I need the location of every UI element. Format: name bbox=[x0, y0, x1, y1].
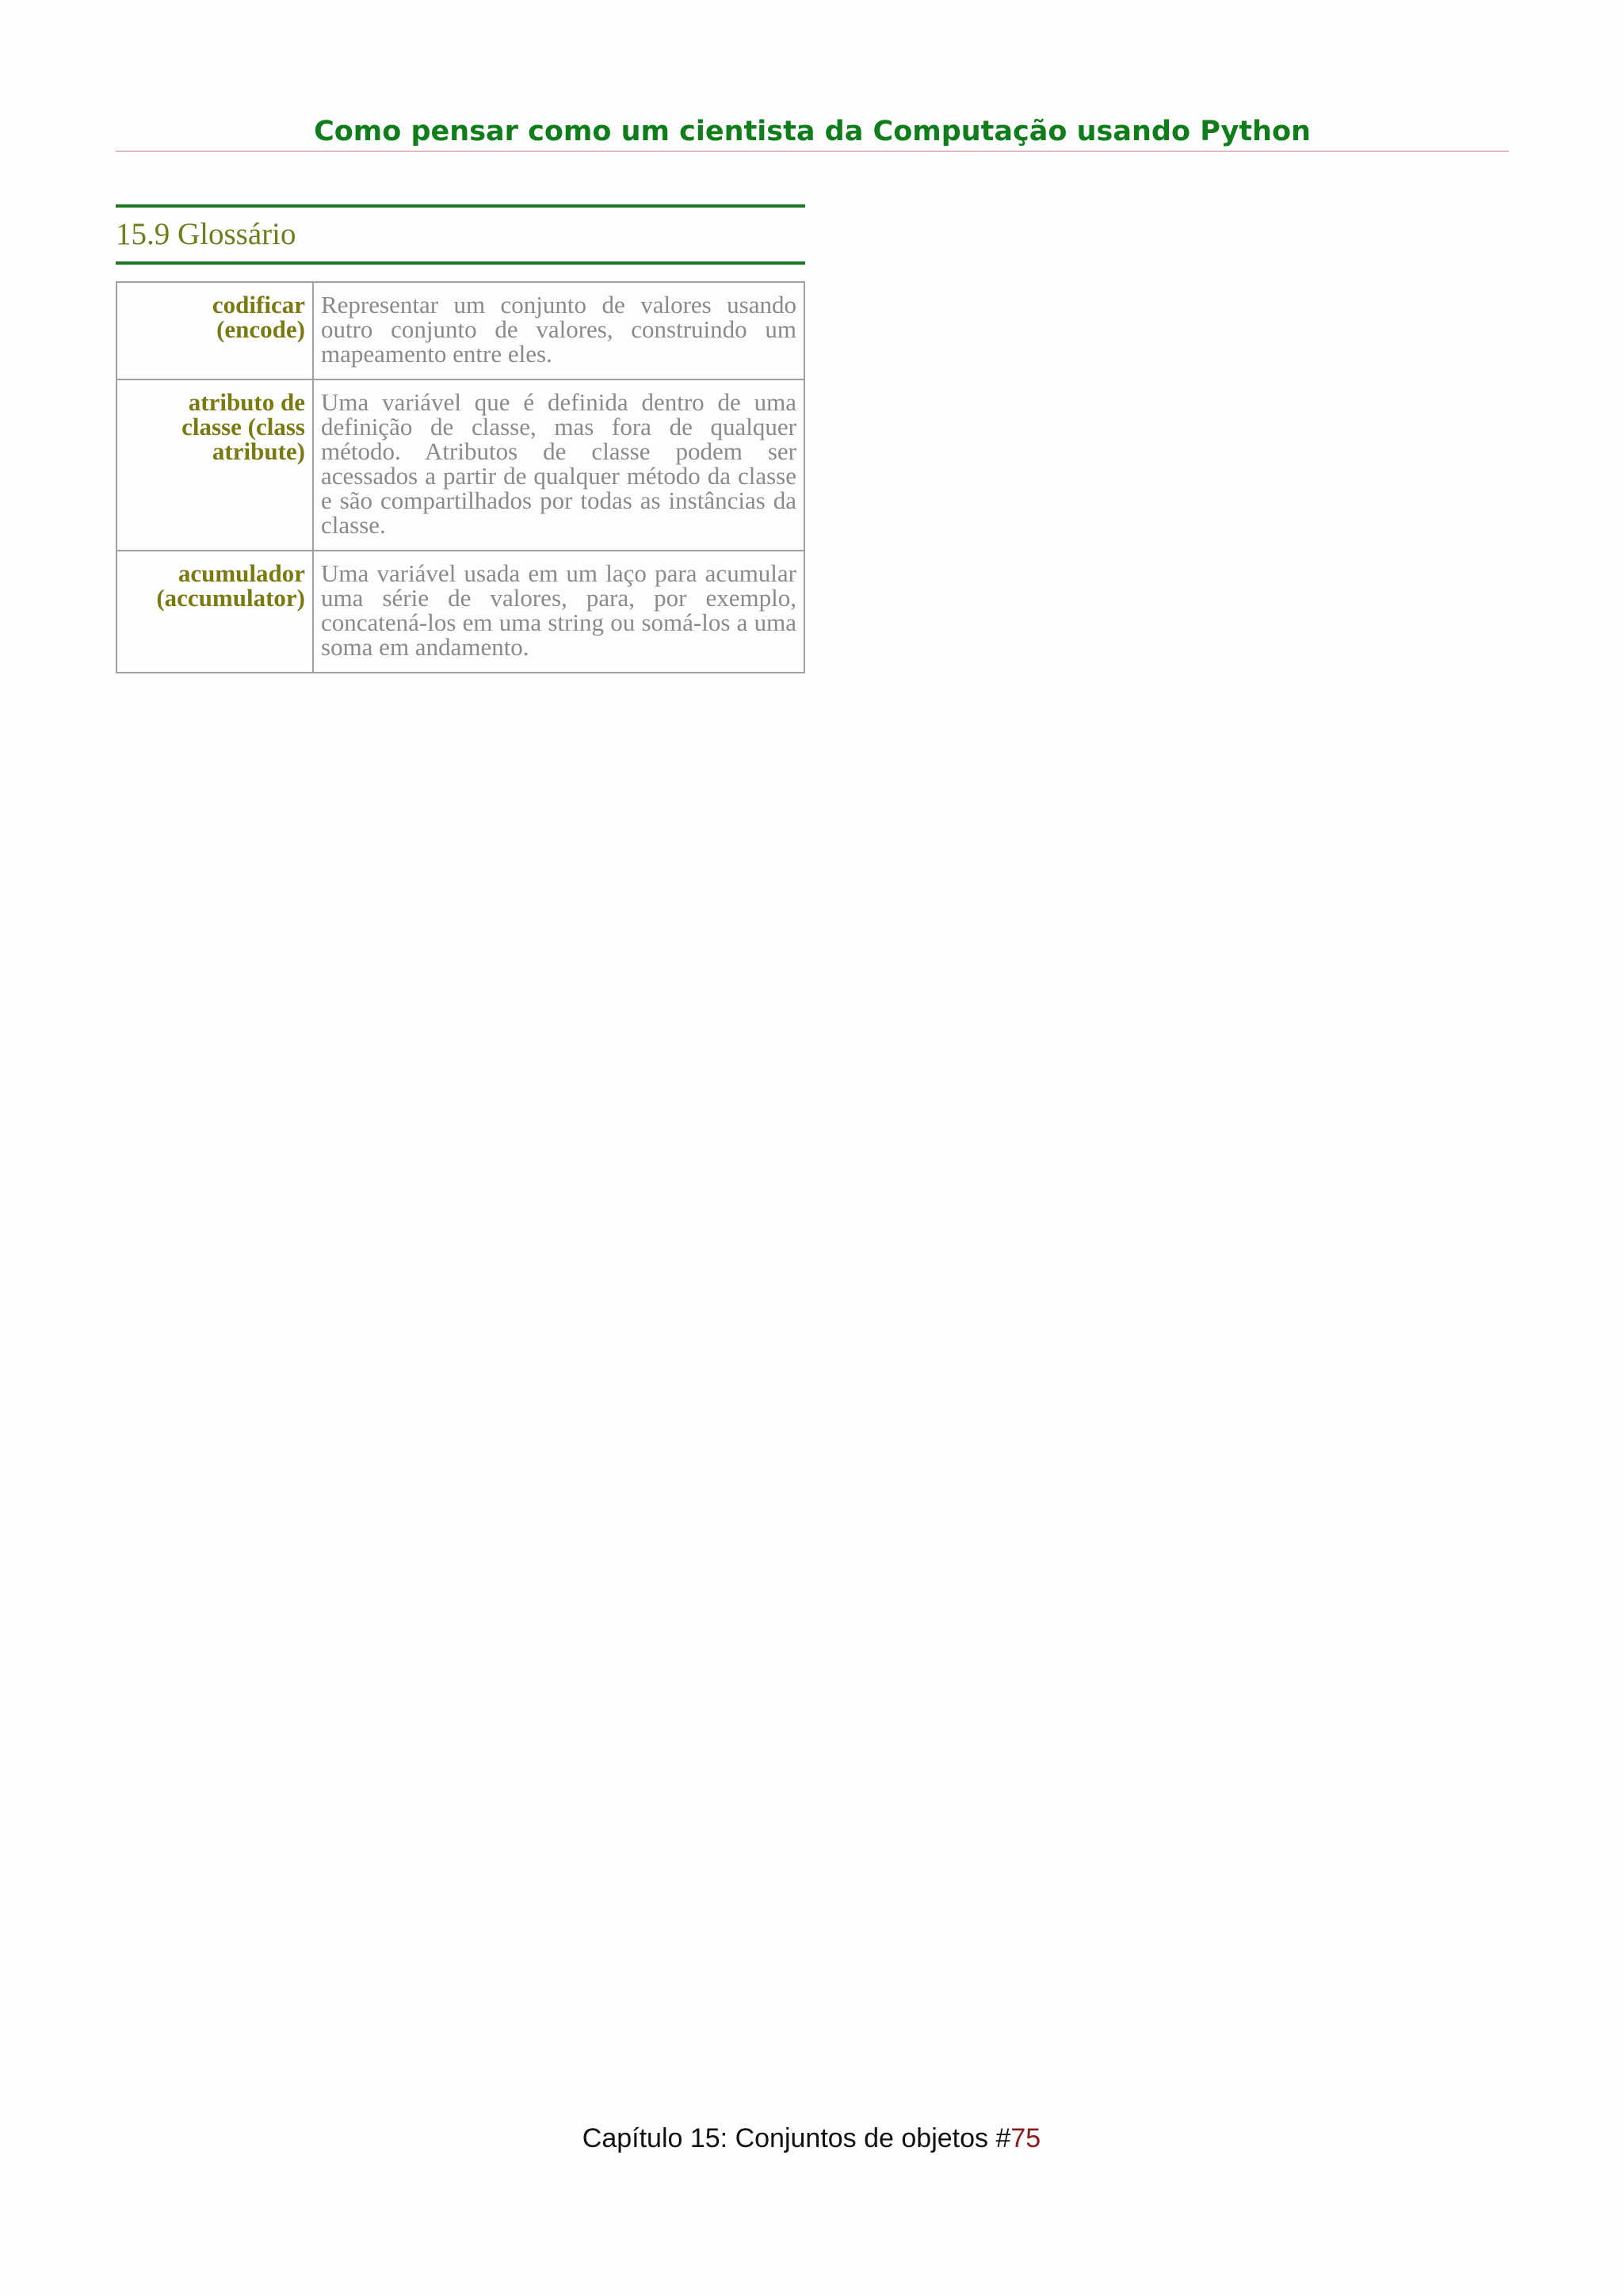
footer-chapter-label: Capítulo 15: Conjuntos de objetos # bbox=[582, 2123, 1011, 2153]
glossary-definition: Uma variável que é definida dentro de uma definição de classe, mas fora de qualquer método. Atributos de classe podem ser acessados a partir de qualquer método da classe e são compartilhados por todas as instâncias da classe. bbox=[313, 379, 804, 551]
glossary-row bbox=[116, 282, 804, 379]
glossary-row bbox=[116, 551, 804, 673]
glossary-table bbox=[116, 281, 805, 673]
footer-page-number: 75 bbox=[1010, 2123, 1041, 2153]
glossary-term: atributo de classe (class atribute) bbox=[116, 379, 313, 551]
section-title: 15.9 Glossário bbox=[116, 217, 296, 251]
header-divider bbox=[116, 151, 1509, 152]
running-header-title: Como pensar como um cientista da Computação usando Python bbox=[314, 116, 1311, 147]
glossary-row bbox=[116, 379, 804, 551]
section-bottom-rule bbox=[116, 261, 805, 265]
glossary-term: acumulador (accumulator) bbox=[116, 551, 313, 673]
section-top-rule bbox=[116, 204, 805, 208]
glossary-term: codificar (encode) bbox=[116, 282, 313, 379]
glossary-definition: Representar um conjunto de valores usando outro conjunto de valores, construindo um mapeamento entre eles. bbox=[313, 282, 804, 379]
glossary-definition: Uma variável usada em um laço para acumular uma série de valores, para, por exemplo, concatená-los em uma string ou somá-los a uma soma em andamento. bbox=[313, 551, 804, 673]
page-footer bbox=[0, 2122, 1623, 2155]
